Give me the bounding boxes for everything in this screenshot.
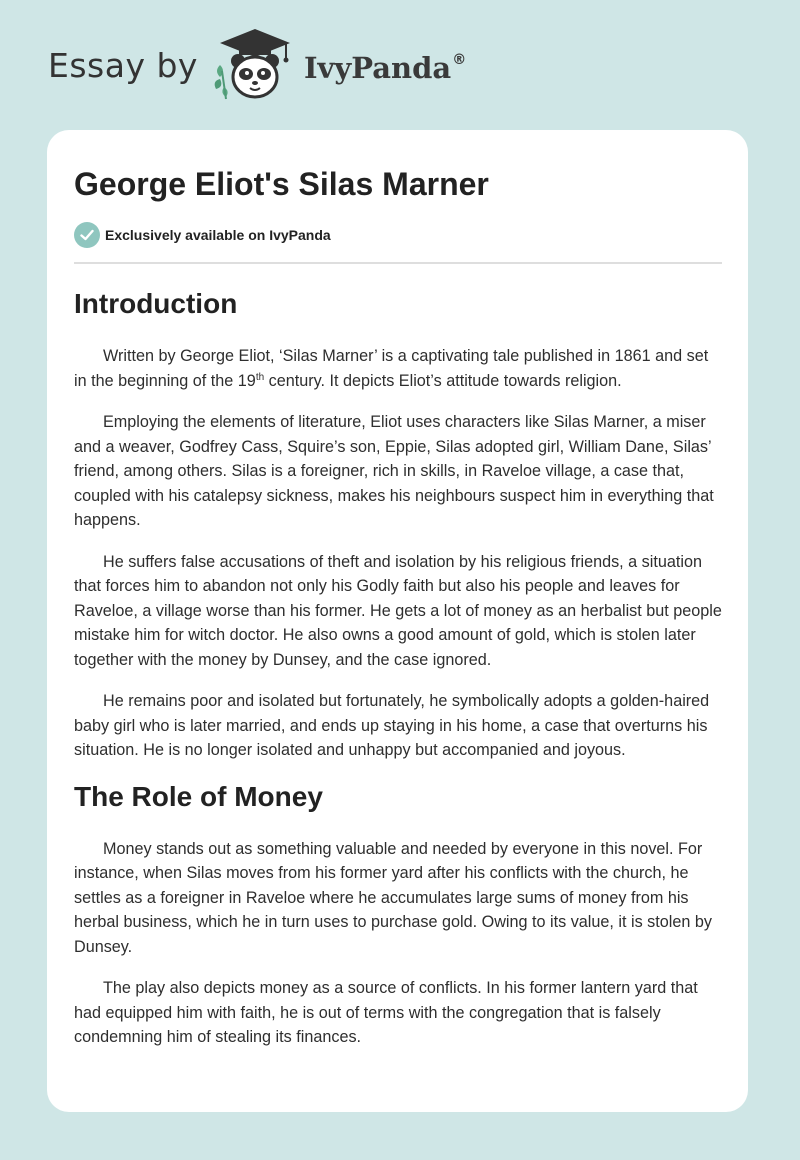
exclusive-label: Exclusively available on IvyPanda: [105, 227, 331, 243]
essay-title: George Eliot's Silas Marner: [74, 166, 489, 202]
essay-by-label: Essay by: [48, 45, 198, 85]
ivypanda-logo[interactable]: [212, 27, 298, 106]
registered-mark: ®: [452, 52, 467, 68]
divider: [74, 262, 722, 264]
paragraph: Written by George Eliot, ‘Silas Marner’ is a captivating tale published in 1861 and set in the beginning of the 19th century. It depicts Eliot’s attitude towards religion.: [74, 347, 709, 390]
paragraph: The play also depicts money as a source of conflicts. In his former lantern yard that had equipped him with faith, he is out of terms with the congregation that is falsely condemning him of stealing its finances.: [74, 979, 698, 1046]
paragraph: Money stands out as something valuable and needed by everyone in this novel. For instance, when Silas moves from his former yard after his conflicts with the church, he settles as a foreigner in Raveloe where he accumulates large sums of money from his herbal business, which he in turn uses to purchase gold. Owing to its value, it is stolen by Dunsey.: [74, 839, 712, 956]
check-icon: [74, 222, 100, 248]
paragraph: He suffers false accusations of theft and isolation by his religious friends, a situation that forces him to abandon not only his Godly faith but also his people and leaves for Raveloe, a village worse than his former. He gets a lot of money as an herbalist but people mistake him for witch doctor. He also owns a good amount of gold, which is stolen later together with the money by Dunsey, and the case ignored.: [74, 552, 722, 669]
section-heading-role-of-money: The Role of Money: [74, 780, 323, 812]
exclusive-badge: [74, 222, 722, 248]
paragraph: He remains poor and isolated but fortunately, he symbolically adopts a golden-haired baby girl who is later married, and ends up staying in his home, a case that overturns his situation. He is no longer isolated and unhappy but accompanied and joyous.: [74, 692, 710, 759]
paragraph: Employing the elements of literature, Eliot uses characters like Silas Marner, a miser and a weaver, Godfrey Cass, Squire’s son, Eppie, Silas adopted girl, William Dane, Silas’ friend, among others. Silas is a foreigner, rich in skills, in Raveloe village, a case that, coupled with his catalepsy sickness, makes his neighbours suspect him in everything that happens.: [74, 413, 714, 529]
essay-card: [47, 130, 748, 1112]
brand-name[interactable]: IvyPanda®: [303, 51, 467, 85]
section-heading-introduction: Introduction: [74, 288, 238, 319]
site-header: [48, 28, 648, 112]
ivy-leaf-icon: [215, 65, 228, 99]
